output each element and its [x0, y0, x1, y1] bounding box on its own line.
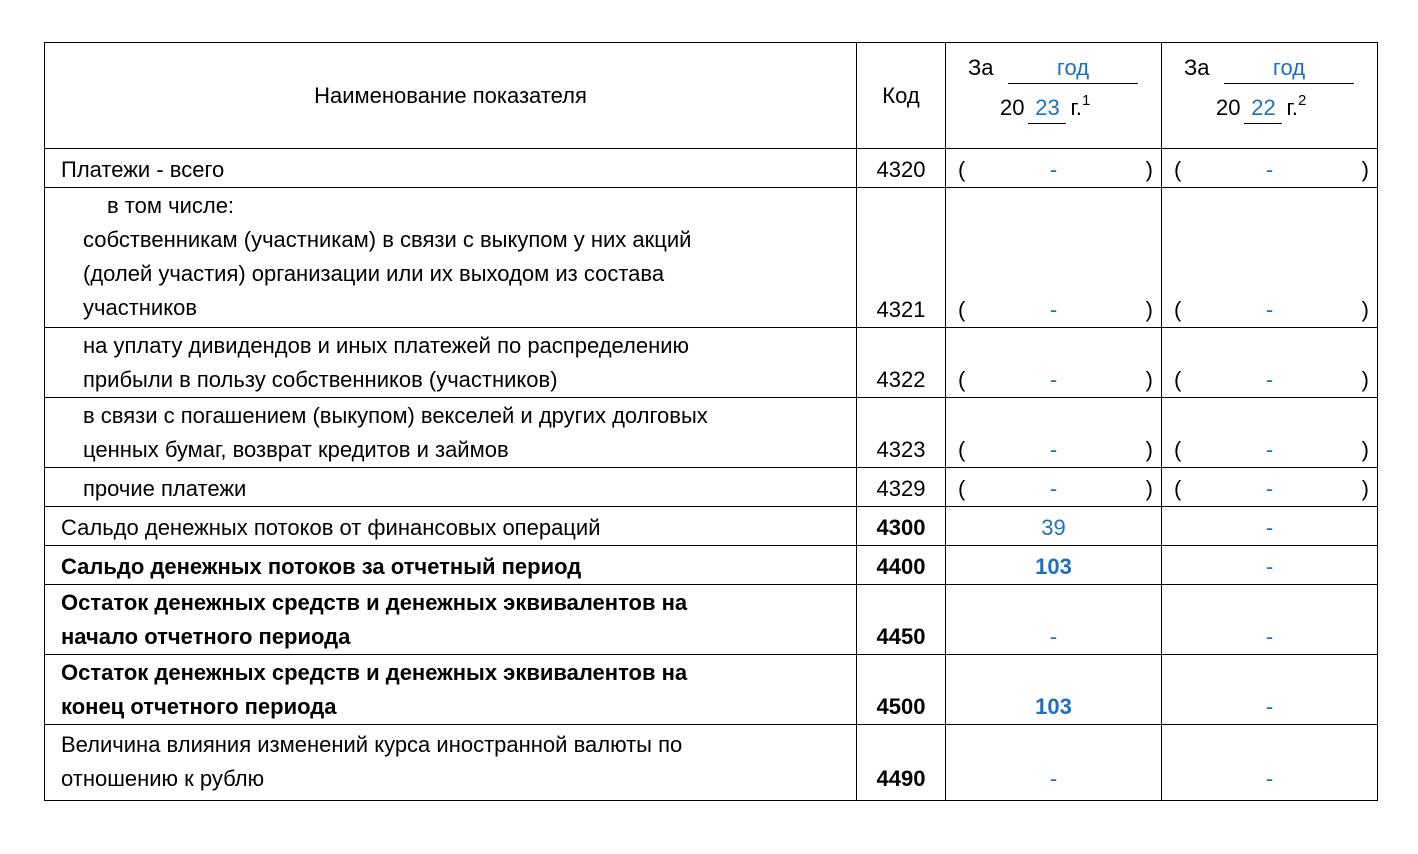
row-value-previous	[1162, 149, 1378, 188]
period-type: год	[1008, 53, 1138, 84]
paren-open: (	[958, 157, 966, 182]
paren-open: (	[1174, 437, 1182, 462]
code-header: Код	[857, 43, 946, 149]
row-name-line: собственникам (участникам) в связи с выкупом у них акций	[83, 227, 692, 252]
row-code: 4300	[857, 507, 946, 546]
year-suffix: г.	[1070, 95, 1082, 120]
row-name: Сальдо денежных потоков от финансовых операций	[45, 507, 857, 546]
row-name-line: прибыли в пользу собственников (участников)	[83, 367, 558, 392]
cell-value: -	[1265, 476, 1274, 501]
row-value-current: -	[946, 725, 1162, 801]
row-code: 4450	[857, 585, 946, 655]
table-row	[45, 585, 1378, 655]
row-name-line: начало отчетного периода	[61, 624, 351, 649]
cell-value: -	[1265, 437, 1274, 462]
cell-value: -	[1049, 367, 1058, 392]
table-row	[45, 468, 1378, 507]
table-row	[45, 188, 1378, 328]
row-value-current: 103	[946, 546, 1162, 585]
period-header-previous	[1162, 43, 1378, 149]
row-code: 4322	[857, 328, 946, 398]
paren-close: )	[1361, 157, 1369, 182]
row-code: 4400	[857, 546, 946, 585]
row-name	[45, 655, 857, 725]
paren-open: (	[1174, 157, 1182, 182]
paren-open: (	[958, 476, 966, 501]
row-name	[45, 398, 857, 468]
cell-value: -	[1049, 437, 1058, 462]
paren-open: (	[958, 367, 966, 392]
row-name-line: Величина влияния изменений курса иностранной валюты по	[61, 732, 683, 757]
table-row	[45, 546, 1378, 585]
row-name-line: ценных бумаг, возврат кредитов и займов	[83, 437, 509, 462]
period-type: год	[1224, 53, 1354, 84]
row-name-line: в связи с погашением (выкупом) векселей и других долговых	[83, 403, 708, 428]
period-year-line	[1216, 91, 1306, 125]
cell-value: -	[1265, 297, 1274, 322]
row-name	[45, 328, 857, 398]
cell-value: -	[1265, 157, 1274, 182]
row-value-previous: -	[1162, 655, 1378, 725]
paren-open: (	[958, 297, 966, 322]
cell-value: -	[1265, 367, 1274, 392]
row-name-line: конец отчетного периода	[61, 694, 337, 719]
period-header-current	[946, 43, 1162, 149]
year-value: 23	[1028, 93, 1066, 124]
period-year-line	[1000, 91, 1090, 125]
paren-close: )	[1361, 437, 1369, 462]
paren-close: )	[1361, 367, 1369, 392]
row-name	[45, 725, 857, 801]
row-value-previous: -	[1162, 507, 1378, 546]
row-name-line: Остаток денежных средств и денежных эквивалентов на	[61, 590, 688, 615]
table-row	[45, 725, 1378, 801]
row-value-previous	[1162, 188, 1378, 328]
cash-flow-table-wrapper	[44, 42, 1378, 801]
row-code: 4321	[857, 188, 946, 328]
cell-value: -	[1049, 157, 1058, 182]
row-name: Сальдо денежных потоков за отчетный период	[45, 546, 857, 585]
paren-close: )	[1145, 297, 1153, 322]
row-code: 4329	[857, 468, 946, 507]
header-row	[45, 43, 1378, 149]
row-value-current: 39	[946, 507, 1162, 546]
row-name-line: на уплату дивидендов и иных платежей по распределению	[83, 333, 690, 358]
paren-open: (	[1174, 367, 1182, 392]
table-row	[45, 655, 1378, 725]
year-value: 22	[1244, 93, 1282, 124]
year-suffix: г.	[1286, 95, 1298, 120]
cell-value: -	[1049, 476, 1058, 501]
row-code: 4323	[857, 398, 946, 468]
cash-flow-table	[44, 42, 1378, 801]
paren-open: (	[1174, 476, 1182, 501]
row-code: 4500	[857, 655, 946, 725]
row-value-current	[946, 468, 1162, 507]
row-value-current	[946, 398, 1162, 468]
row-name-line: Остаток денежных средств и денежных эквивалентов на	[61, 660, 688, 685]
table-row	[45, 398, 1378, 468]
row-value-current	[946, 149, 1162, 188]
footnote-mark: 1	[1081, 92, 1091, 109]
row-name	[45, 585, 857, 655]
year-prefix: 20	[1216, 95, 1241, 120]
row-value-previous: -	[1162, 546, 1378, 585]
row-code: 4490	[857, 725, 946, 801]
indicator-name-header: Наименование показателя	[45, 43, 857, 149]
paren-close: )	[1361, 476, 1369, 501]
row-name: Платежи - всего	[45, 149, 857, 188]
table-row	[45, 328, 1378, 398]
row-name-line: в том числе:	[107, 193, 235, 218]
table-row	[45, 507, 1378, 546]
row-name	[45, 188, 857, 328]
paren-open: (	[1174, 297, 1182, 322]
cell-value: -	[1049, 297, 1058, 322]
row-name: прочие платежи	[45, 468, 857, 507]
row-value-previous: -	[1162, 585, 1378, 655]
row-value-previous	[1162, 468, 1378, 507]
table-row	[45, 149, 1378, 188]
paren-close: )	[1145, 367, 1153, 392]
row-value-previous: -	[1162, 725, 1378, 801]
paren-close: )	[1145, 157, 1153, 182]
row-value-previous	[1162, 398, 1378, 468]
paren-close: )	[1145, 476, 1153, 501]
paren-close: )	[1145, 437, 1153, 462]
paren-close: )	[1361, 297, 1369, 322]
row-value-current: -	[946, 585, 1162, 655]
row-name-line: участников	[83, 295, 198, 320]
row-value-current	[946, 328, 1162, 398]
row-value-previous	[1162, 328, 1378, 398]
year-prefix: 20	[1000, 95, 1025, 120]
row-name-line: отношению к рублю	[61, 766, 265, 791]
period-za-label: За	[968, 55, 994, 80]
row-code: 4320	[857, 149, 946, 188]
row-name-line: (долей участия) организации или их выходом из состава	[83, 261, 665, 286]
row-value-current: 103	[946, 655, 1162, 725]
period-za-label: За	[1184, 55, 1210, 80]
row-value-current	[946, 188, 1162, 328]
footnote-mark: 2	[1297, 92, 1307, 109]
paren-open: (	[958, 437, 966, 462]
